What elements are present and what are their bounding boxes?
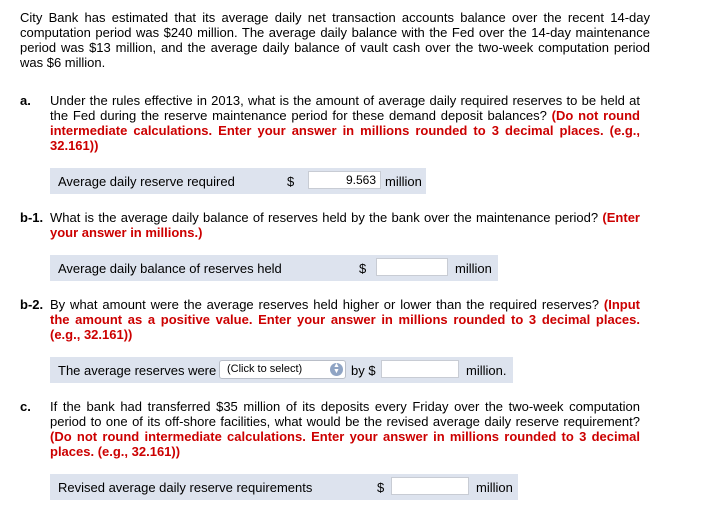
answer-b2-by-label: by $ bbox=[351, 363, 376, 378]
answer-c-input[interactable] bbox=[391, 477, 469, 495]
answer-c-label: Revised average daily reserve requirements bbox=[58, 480, 313, 495]
answer-row-b1 bbox=[50, 255, 498, 281]
question-a-label: a. bbox=[20, 93, 31, 108]
question-b2-instruction: (Input the amount as a positive value. Enter your answer in millions rounded to 3 decimal places. (e.g., 32.161)) bbox=[50, 297, 640, 342]
answer-a-unit: million bbox=[385, 174, 422, 189]
question-a-text: Under the rules effective in 2013, what is the amount of average daily required reserves to be held at the Fed during the reserve maintenance period for these demand deposit balances? bbox=[50, 93, 640, 123]
question-a-instruction: (Do not round intermediate calculations. Enter your answer in millions rounded to 3 decimal places. (e.g., 32.161)) bbox=[50, 108, 640, 153]
higher-lower-select[interactable] bbox=[219, 360, 346, 379]
question-b2 bbox=[20, 297, 640, 342]
answer-a-label: Average daily reserve required bbox=[58, 174, 235, 189]
question-b1 bbox=[20, 210, 640, 240]
question-a bbox=[20, 93, 640, 153]
select-value: (Click to select) bbox=[227, 363, 303, 375]
question-c-text: If the bank had transferred $35 million of its deposits every Friday over the two-week computation period to one of its off-shore facilities, what would be the revised average daily reserve requirement? bbox=[50, 399, 640, 429]
question-b1-instruction: (Enter your answer in millions.) bbox=[50, 210, 640, 240]
question-b2-text: By what amount were the average reserves held higher or lower than the required reserves? bbox=[50, 297, 600, 312]
question-b1-label: b-1. bbox=[20, 210, 44, 225]
question-c bbox=[20, 399, 640, 459]
answer-b1-currency: $ bbox=[359, 261, 367, 276]
answer-row-a bbox=[50, 168, 426, 194]
answer-c-unit: million bbox=[476, 480, 513, 495]
answer-a-input[interactable]: 9.563 bbox=[308, 171, 381, 189]
answer-b1-input[interactable] bbox=[376, 258, 448, 276]
answer-row-b2 bbox=[50, 357, 513, 383]
answer-b2-input[interactable] bbox=[381, 360, 459, 378]
answer-b2-label: The average reserves were bbox=[58, 363, 217, 378]
question-b2-label: b-2. bbox=[20, 297, 44, 312]
question-b1-text: What is the average daily balance of reserves held by the bank over the maintenance period? bbox=[50, 210, 599, 225]
answer-c-currency: $ bbox=[377, 480, 385, 495]
answer-b2-unit: million. bbox=[466, 363, 507, 378]
answer-b1-label: Average daily balance of reserves held bbox=[58, 261, 282, 276]
answer-a-currency: $ bbox=[287, 174, 295, 189]
answer-b1-unit: million bbox=[455, 261, 492, 276]
question-c-label: c. bbox=[20, 399, 31, 414]
question-c-instruction: (Do not round intermediate calculations. Enter your answer in millions rounded to 3 decimal places. (e.g., 32.161)) bbox=[50, 429, 640, 459]
select-updown-icon: ▲ ▼ bbox=[330, 363, 343, 376]
problem-intro: City Bank has estimated that its average daily net transaction accounts balance over the recent 14-day computation period was $240 million. The average daily balance with the Fed over the 14-day maintenance period was $13 million, and the average daily balance of vault cash over the two-week computation period was $6 million. bbox=[20, 10, 650, 70]
answer-row-c bbox=[50, 474, 518, 500]
